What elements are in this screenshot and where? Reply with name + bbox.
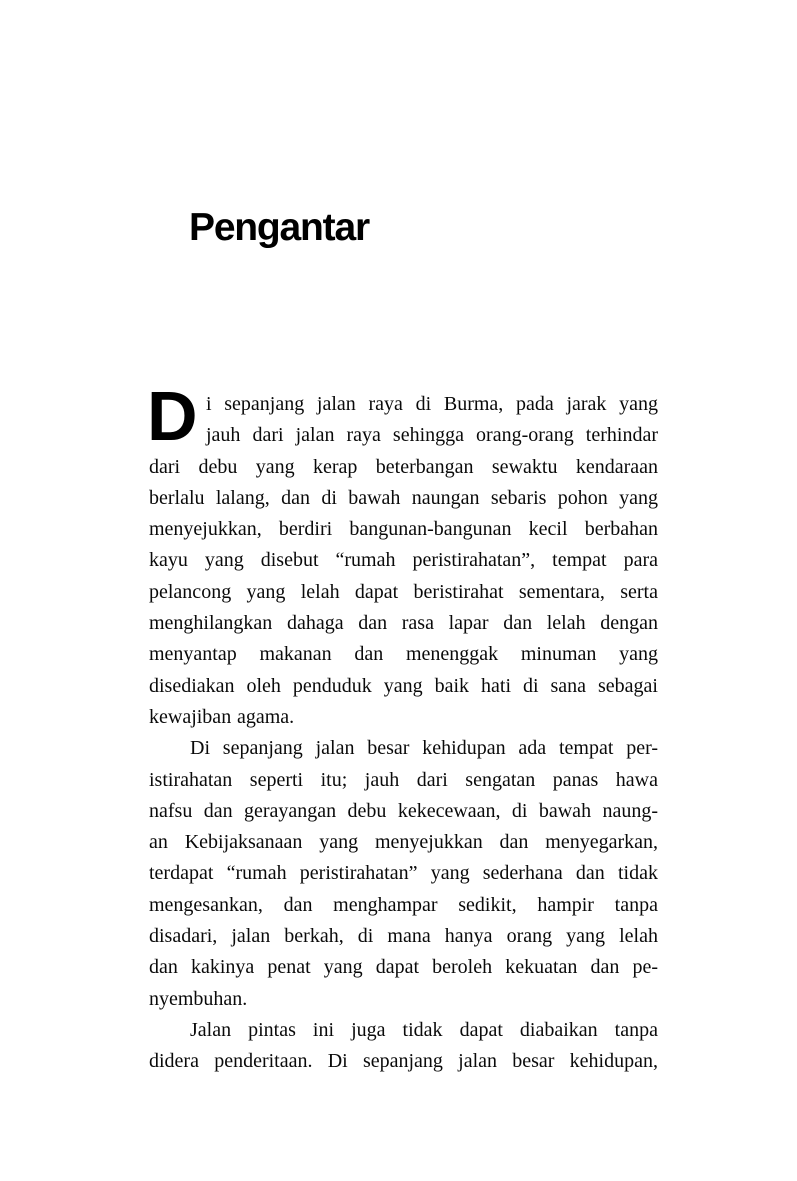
text-line: i sepanjang jalan raya di Burma, pada jarak yang: [206, 393, 658, 415]
text-line: menyantap makanan dan menenggak minuman yang: [149, 643, 658, 666]
text-line: menghilangkan dahaga dan rasa lapar dan lelah dengan: [149, 612, 658, 635]
text-line: pelancong yang lelah dapat beristirahat sementara, serta: [149, 580, 658, 603]
text-line: Jalan pintas ini juga tidak dapat diabaikan tanpa: [190, 1018, 658, 1041]
chapter-title: Pengantar: [189, 206, 369, 249]
text-line: nafsu dan gerayangan debu kekecewaan, di bawah naung-: [149, 799, 658, 822]
text-line: istirahatan seperti itu; jauh dari sengatan panas hawa: [149, 768, 658, 791]
text-line: dan kakinya penat yang dapat beroleh kekuatan dan pe-: [149, 956, 658, 979]
text-line: didera penderitaan. Di sepanjang jalan besar kehidupan,: [149, 1050, 658, 1073]
text-line: dari debu yang kerap beterbangan sewaktu kendaraan: [149, 455, 658, 478]
text-line: menyejukkan, berdiri bangunan-bangunan kecil berbahan: [149, 518, 658, 541]
text-line: kayu yang disebut “rumah peristirahatan”, tempat para: [149, 549, 658, 572]
text-line: kewajiban agama.: [149, 705, 295, 728]
drop-cap-letter: D: [147, 377, 198, 455]
text-line: mengesankan, dan menghampar sedikit, hampir tanpa: [149, 893, 658, 916]
text-line: terdapat “rumah peristirahatan” yang sederhana dan tidak: [149, 862, 658, 885]
text-line: nyembuhan.: [149, 987, 248, 1010]
text-line: an Kebijaksanaan yang menyejukkan dan menyegarkan,: [149, 831, 658, 854]
text-line: Di sepanjang jalan besar kehidupan ada tempat per-: [190, 737, 658, 760]
text-lines-container: [149, 389, 658, 1078]
text-line: jauh dari jalan raya sehingga orang-orang terhindar: [206, 424, 658, 447]
text-line: berlalu lalang, dan di bawah naungan sebaris pohon yang: [149, 486, 658, 509]
text-line: disadari, jalan berkah, di mana hanya orang yang lelah: [149, 925, 658, 948]
text-line: disediakan oleh penduduk yang baik hati di sana sebagai: [149, 674, 658, 697]
body-text-block: [147, 377, 658, 1078]
